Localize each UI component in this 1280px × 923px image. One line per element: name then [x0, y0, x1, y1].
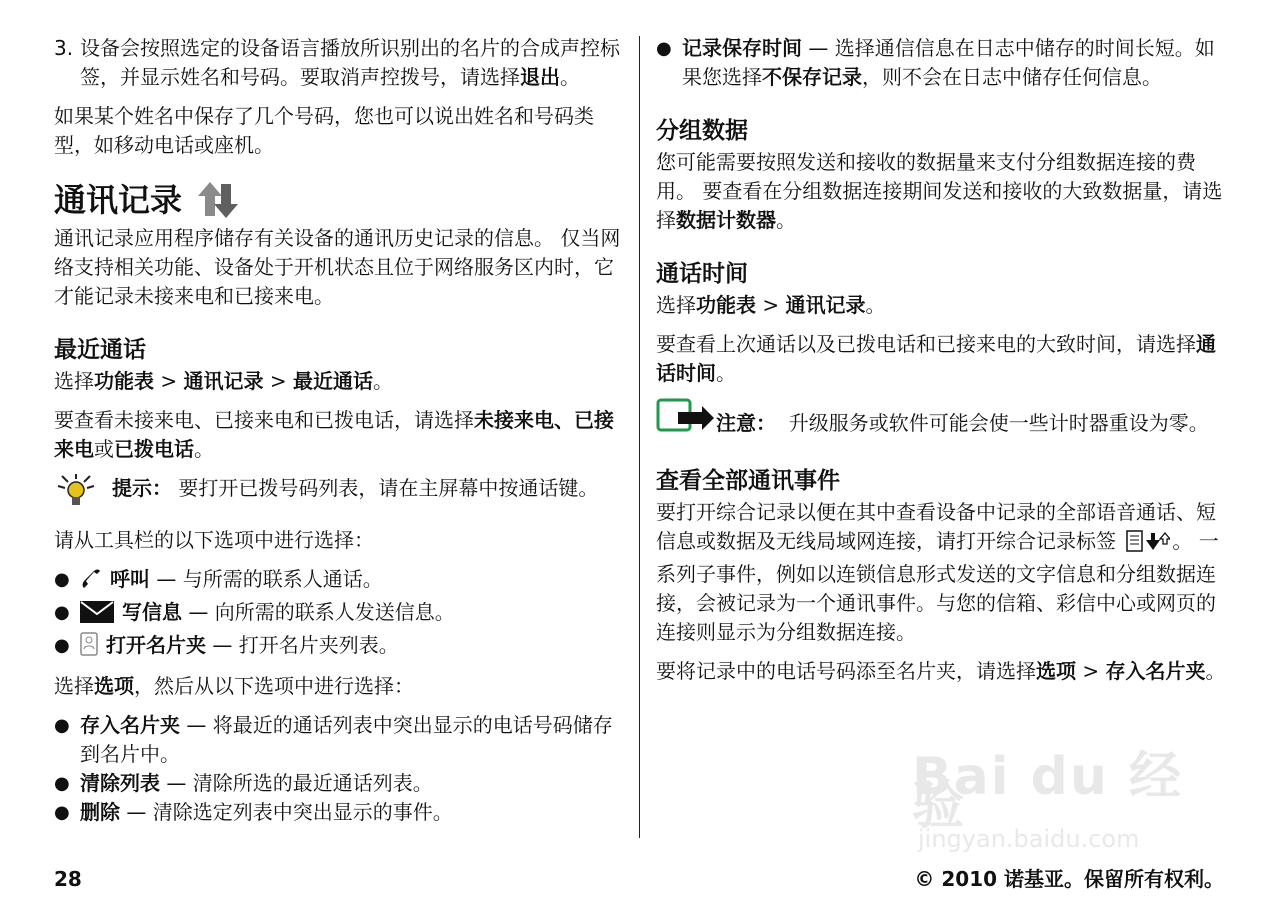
step-3 — [54, 34, 626, 92]
all-events-title: 查看全部通讯事件 — [656, 468, 840, 494]
recent-calls-view: 要查看未接来电、已接来电和已拨电话，请选择未接来电、已接来电或已拨电话。 — [54, 408, 614, 461]
bullet: ● — [54, 773, 70, 794]
bullet: ● — [54, 635, 70, 656]
watermark-url: jingyan.baidu.com — [918, 825, 1140, 853]
list-item: ● 呼叫 — 与所需的联系人通话。 — [54, 565, 626, 598]
log-icon — [196, 180, 242, 220]
step-number: 3. — [54, 36, 74, 60]
watermark-logo: Bai du 经验 — [912, 747, 1183, 836]
log-save-list — [656, 34, 1228, 92]
step-3-text: 设备会按照选定的设备语言播放所识别出的名片的合成声控标签，并显示姓名和号码。要取消声控拨号，请选择退出。 — [80, 36, 620, 89]
all-events-desc: 要打开综合记录以便在其中查看设备中记录的全部语音通话、短信息或数据及无线局域网连接，请打开综合记录标签 。 一系列子事件，例如以连锁信息形式发送的文字信息和分组数据连接，会被记录为一个通讯事件。与您的信箱、彩信中心或网页的连接则显示为分组数据连接。 — [656, 500, 1219, 644]
note-icon — [656, 398, 714, 442]
recent-calls-title: 最近通话 — [54, 337, 146, 363]
toolbar-intro: 请从工具栏的以下选项中进行选择： — [54, 528, 374, 552]
contacts-icon — [80, 632, 98, 664]
packet-data-title: 分组数据 — [656, 118, 748, 144]
options-intro: 选择选项，然后从以下选项中进行选择： — [54, 674, 414, 698]
multi-number-paragraph: 如果某个姓名中保存了几个号码，您也可以说出姓名和号码类型，如移动电话或座机。 — [54, 104, 594, 157]
log-description: 通讯记录应用程序储存有关设备的通讯历史记录的信息。 仅当网络支持相关功能、设备处于开机状态且位于网络服务区内时，它才能记录未接来电和已接来电。 — [54, 226, 621, 308]
lightbulb-icon — [54, 474, 112, 516]
bullet: ● — [54, 602, 70, 623]
call-duration-title: 通话时间 — [656, 261, 748, 287]
bullet: ● — [54, 569, 70, 590]
save-number-paragraph: 要将记录中的电话号码添至名片夹，请选择选项 > 存入名片夹。 — [656, 659, 1226, 683]
note-box: 注意： 升级服务或软件可能会使一些计时器重设为零。 — [656, 398, 1228, 442]
copyright: © 2010 诺基亚。保留所有权利。 — [914, 867, 1224, 891]
phone-icon — [80, 568, 102, 598]
page-number: 28 — [54, 867, 82, 891]
list-item: ● 记录保存时间 — 选择通信信息在日志中储存的时间长短。如果您选择不保存记录，则不会在日志中储存任何信息。 — [656, 34, 1228, 92]
call-duration-desc: 要查看上次通话以及已拨电话和已接来电的大致时间，请选择通话时间。 — [656, 332, 1216, 385]
watermark — [912, 735, 1212, 855]
recent-calls-path: 选择功能表 > 通讯记录 > 最近通话。 — [54, 369, 393, 393]
left-column — [54, 34, 626, 835]
toolbar-list — [54, 565, 626, 664]
bullet: ● — [54, 715, 70, 736]
bullet: ● — [656, 38, 672, 59]
options-list — [54, 711, 626, 827]
log-section-title: 通讯记录 — [54, 180, 626, 220]
right-column — [656, 34, 1228, 696]
list-item: ● 清除列表 — 清除所选的最近通话列表。 — [54, 769, 626, 798]
call-duration-path: 选择功能表 > 通讯记录。 — [656, 293, 886, 317]
tip-text: 提示： 要打开已拨号码列表，请在主屏幕中按通话键。 — [112, 476, 599, 500]
column-divider — [639, 36, 640, 838]
list-item: ● 写信息 — 向所需的联系人发送信息。 — [54, 598, 626, 631]
envelope-icon — [80, 601, 114, 631]
tip-box — [54, 474, 626, 516]
bullet: ● — [54, 802, 70, 823]
list-item: ● 打开名片夹 — 打开名片夹列表。 — [54, 631, 626, 664]
general-log-tab-icon — [1126, 530, 1170, 560]
packet-data-desc: 您可能需要按照发送和接收的数据量来支付分组数据连接的费用。 要查看在分组数据连接期间发送和接收的大致数据量，请选择数据计数器。 — [656, 150, 1223, 232]
list-item: ● 删除 — 清除选定列表中突出显示的事件。 — [54, 798, 626, 827]
list-item: ● 存入名片夹 — 将最近的通话列表中突出显示的电话号码储存到名片中。 — [54, 711, 626, 769]
